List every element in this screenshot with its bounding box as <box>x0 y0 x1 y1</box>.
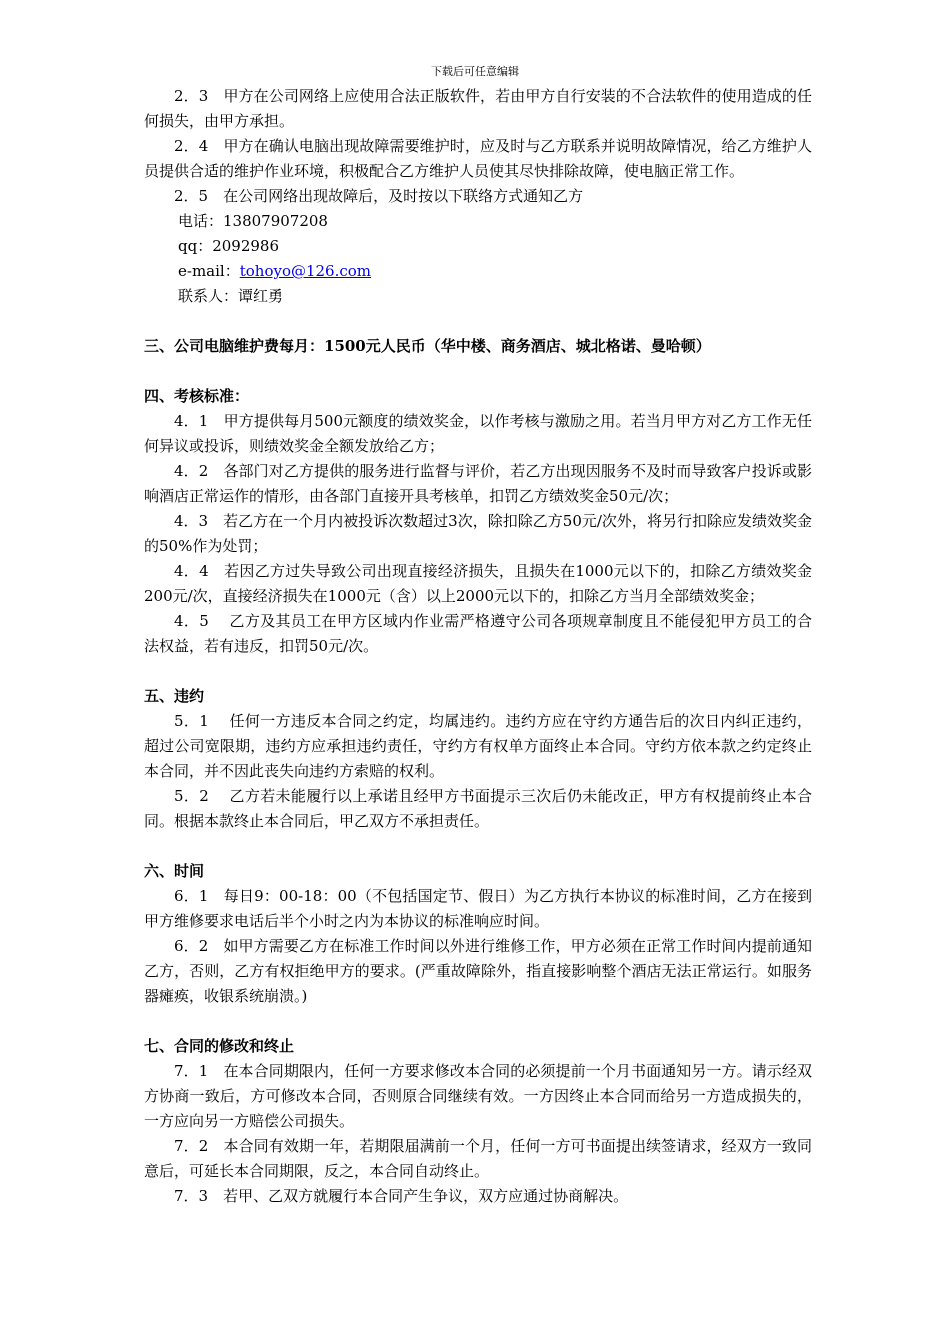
contact-email <box>144 259 812 284</box>
clause-7-1: 7．1 在本合同期限内，任何一方要求修改本合同的必须提前一个月书面通知另一方。请示经双方协商一致后，方可修改本合同，否则原合同继续有效。一方因终止本合同而给另一方造成损失的，一方应向另一方赔偿公司损失。 <box>144 1062 812 1130</box>
clause-2-3: 2．3 甲方在公司网络上应使用合法正版软件，若由甲方自行安装的不合法软件的使用造成的任何损失，由甲方承担。 <box>144 87 812 130</box>
page-header: 下载后可任意编辑 <box>431 65 519 78</box>
section-4-heading: 四、考核标准： <box>144 387 250 405</box>
email-link[interactable]: tohoyo@126.com <box>239 262 372 280</box>
clause-4-5: 4．5 乙方及其员工在甲方区域内作业需严格遵守公司各项规章制度且不能侵犯甲方员工的合法权益，若有违反，扣罚50元/次。 <box>144 612 812 655</box>
clause-4-2: 4．2 各部门对乙方提供的服务进行监督与评价，若乙方出现因服务不及时而导致客户投诉或影响酒店正常运作的情形，由各部门直接开具考核单，扣罚乙方绩效奖金50元/次； <box>144 462 812 505</box>
contract-body <box>144 84 812 1209</box>
section-3-heading: 三、公司电脑维护费每月：1500元人民币（华中楼、商务酒店、城北格诺、曼哈顿） <box>144 337 711 355</box>
section-5-heading: 五、违约 <box>144 687 205 705</box>
clause-2-4: 2．4 甲方在确认电脑出现故障需要维护时，应及时与乙方联系并说明故障情况，给乙方维护人员提供合适的维护作业环境，积极配合乙方维护人员使其尽快排除故障，使电脑正常工作。 <box>144 137 812 180</box>
section-7-heading: 七、合同的修改和终止 <box>144 1037 295 1055</box>
clause-6-1: 6．1 每日9：00-18：00（不包括国定节、假日）为乙方执行本协议的标准时间，乙方在接到甲方维修要求电话后半个小时之内为本协议的标准响应时间。 <box>144 887 812 930</box>
clause-7-3: 7．3 若甲、乙双方就履行本合同产生争议，双方应通过协商解决。 <box>174 1187 629 1205</box>
clause-4-3: 4．3 若乙方在一个月内被投诉次数超过3次，除扣除乙方50元/次外，将另行扣除应发绩效奖金的50%作为处罚； <box>144 512 812 555</box>
clause-6-2: 6．2 如甲方需要乙方在标准工作时间以外进行维修工作，甲方必须在正常工作时间内提前通知乙方，否则，乙方有权拒绝甲方的要求。(严重故障除外，指直接影响整个酒店无法正常运行。如服务器瘫痪，收银系统崩溃。) <box>144 937 812 1005</box>
email-label: e-mail： <box>178 262 240 280</box>
section-6-heading: 六、时间 <box>144 862 205 880</box>
clause-4-4: 4．4 若因乙方过失导致公司出现直接经济损失，且损失在1000元以下的，扣除乙方绩效奖金200元/次，直接经济损失在1000元（含）以上2000元以下的，扣除乙方当月全部绩效奖金； <box>144 562 812 605</box>
clause-7-2: 7．2 本合同有效期一年，若期限届满前一个月，任何一方可书面提出续签请求，经双方一致同意后，可延长本合同期限，反之，本合同自动终止。 <box>144 1137 812 1180</box>
clause-4-1: 4．1 甲方提供每月500元额度的绩效奖金，以作考核与激励之用。若当月甲方对乙方工作无任何异议或投诉，则绩效奖金全额发放给乙方； <box>144 412 812 455</box>
clause-2-5: 2．5 在公司网络出现故障后，及时按以下联络方式通知乙方 <box>174 187 584 205</box>
contact-qq: qq：2092986 <box>178 237 280 255</box>
contact-person: 联系人：谭红勇 <box>178 287 284 305</box>
clause-5-1: 5．1 任何一方违反本合同之约定，均属违约。违约方应在守约方通告后的次日内纠正违约，超过公司宽限期，违约方应承担违约责任，守约方有权单方面终止本合同。守约方依本款之约定终止本合同，并不因此丧失向违约方索赔的权利。 <box>144 712 812 780</box>
contact-phone: 电话：13807907208 <box>178 212 328 230</box>
clause-5-2: 5．2 乙方若未能履行以上承诺且经甲方书面提示三次后仍未能改正，甲方有权提前终止本合同。根据本款终止本合同后，甲乙双方不承担责任。 <box>144 787 812 830</box>
